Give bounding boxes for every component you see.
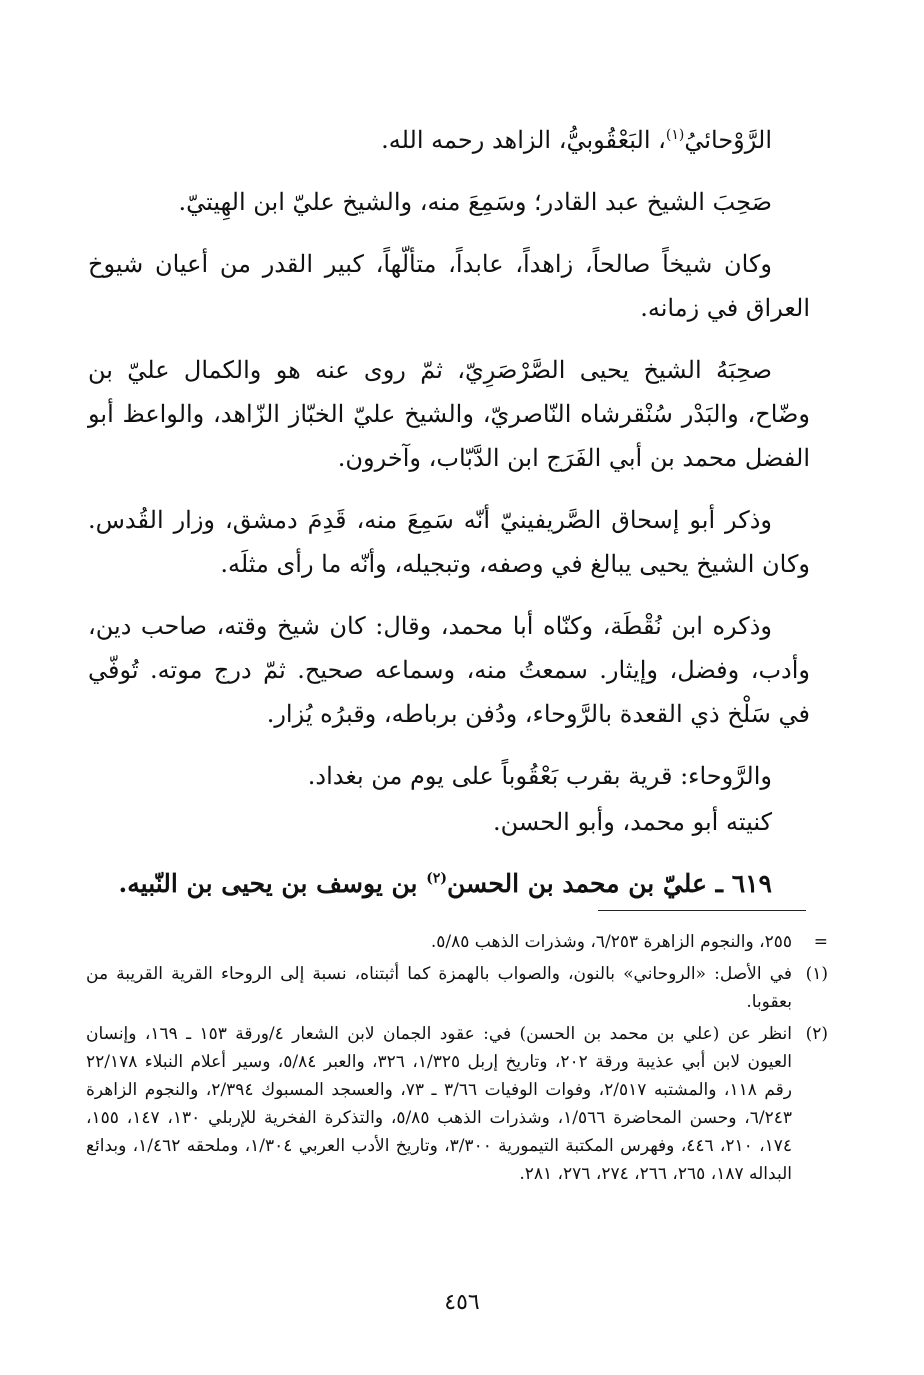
- main-text: [88, 118, 810, 924]
- paragraph-8: كنيته أبو محمد، وأبو الحسن.: [493, 808, 772, 836]
- continuation-text: ٢٥٥، والنجوم الزاهرة ٦/٢٥٣، وشذرات الذهب ٥/٨٥.: [430, 932, 792, 952]
- page-number: ٤٥٦: [444, 1290, 480, 1315]
- paragraph-6: وذكره ابن نُقْطَة، وكنّاه أبا محمد، وقال: كان شيخ وقته، صاحب دين، وأدب، وفضل، وإيثار. سمعتُ منه، وسماعه صحيح. ثمّ درج موته. تُوفّي في سَلْخ ذي القعدة بالرَّوحاء، ودُفن برباطه، وقبرُه يُزار.: [88, 612, 810, 728]
- nisba-rest: ، البَعْقُوبيُّ، الزاهد رحمه الله.: [381, 126, 666, 154]
- paragraph-5: وذكر أبو إسحاق الصَّريفينيّ أنّه سَمِعَ منه، قَدِمَ دمشق، وزار القُدس. وكان الشيخ يحيى يبالغ في وصفه، وتبجيله، وأنّه ما رأى مثلَه.: [88, 506, 810, 578]
- footnote-separator: [598, 910, 806, 911]
- footnote-2: [86, 1020, 828, 1188]
- continuation-mark: =: [813, 932, 828, 952]
- footnote-1-text: في الأصل: «الروحاني» بالنون، والصواب بالهمزة كما أثبتناه، نسبة إلى الروحاء القرية القريبة من بعقوبا.: [86, 964, 792, 1012]
- footnote-ref-1: (١): [665, 127, 685, 143]
- nisba-word: الرَّوْحائيُ: [684, 126, 772, 154]
- footnote-1-mark: (١): [805, 964, 828, 984]
- paragraph-1: [88, 118, 810, 162]
- paragraph-3: وكان شيخاً صالحاً، زاهداً، عابداً، متألّهاً، كبير القدر من أعيان شيوخ العراق في زمانه.: [88, 250, 810, 322]
- paragraph-2: صَحِبَ الشيخ عبد القادر؛ وسَمِعَ منه، والشيخ عليّ ابن الهِيتيّ.: [178, 188, 772, 216]
- footnote-2-mark: (٢): [805, 1024, 828, 1044]
- entry-heading-lineage: بن يوسف بن يحيى بن النّبيه.: [118, 869, 427, 898]
- entry-heading: [88, 862, 810, 906]
- paragraph-7: والرَّوحاء: قرية بقرب بَعْقُوباً على يوم من بغداد.: [307, 762, 772, 790]
- paragraph-4: صحِبَهُ الشيخ يحيى الصَّرْصَرِيّ، ثمّ روى عنه هو والكمال عليّ بن وضّاح، والبَدْر سُنْقرشاه النّاصريّ، والشيخ عليّ الخبّاز الزّاهد، والواعظ أبو الفضل محمد بن أبي الفَرَج ابن الدَّبّاب، وآخرون.: [88, 356, 810, 472]
- footnote-continuation: [86, 928, 828, 956]
- entry-heading-name: ٦١٩ ـ عليّ بن محمد بن الحسن: [447, 869, 772, 898]
- footnote-1: [86, 960, 828, 1016]
- footnote-ref-2: (٢): [426, 870, 447, 887]
- footnotes: [86, 928, 828, 1192]
- footnote-2-text: انظر عن (علي بن محمد بن الحسن) في: عقود الجمان لابن الشعار ٤/ورقة ١٥٣ ـ ١٦٩، وإنسان العيون لابن أبي عذيبة ورقة ٢٠٢، وتاريخ إربل ١/٣٢٥، ٣٢٦، والعبر ٥/٨٤، وسير أعلام النبلاء ٢٢/١٧٨ رقم ١١٨، والمشتبه ٢/٥١٧، وفوات الوفيات ٣/٦٦ ـ ٧٣، والعسجد المسبوك ٢/٣٩٤، والنجوم الزاهرة ٦/٢٤٣، وحسن المحاضرة ١/٥٦٦، وشذرات الذهب ٥/٨٥، والتذكرة الفخرية للإربلي ١٣٠، ١٤٧، ١٥٥، ١٧٤، ٢١٠، ٤٤٦، وفهرس المكتبة التيمورية ٣/٣٠٠، وتاريخ الأدب العربي ١/٣٠٤، وملحقه ١/٤٦٢، وبدائع البداله ١٨٧، ٢٦٥، ٢٦٦، ٢٧٤، ٢٧٦، ٢٨١.: [86, 1024, 793, 1184]
